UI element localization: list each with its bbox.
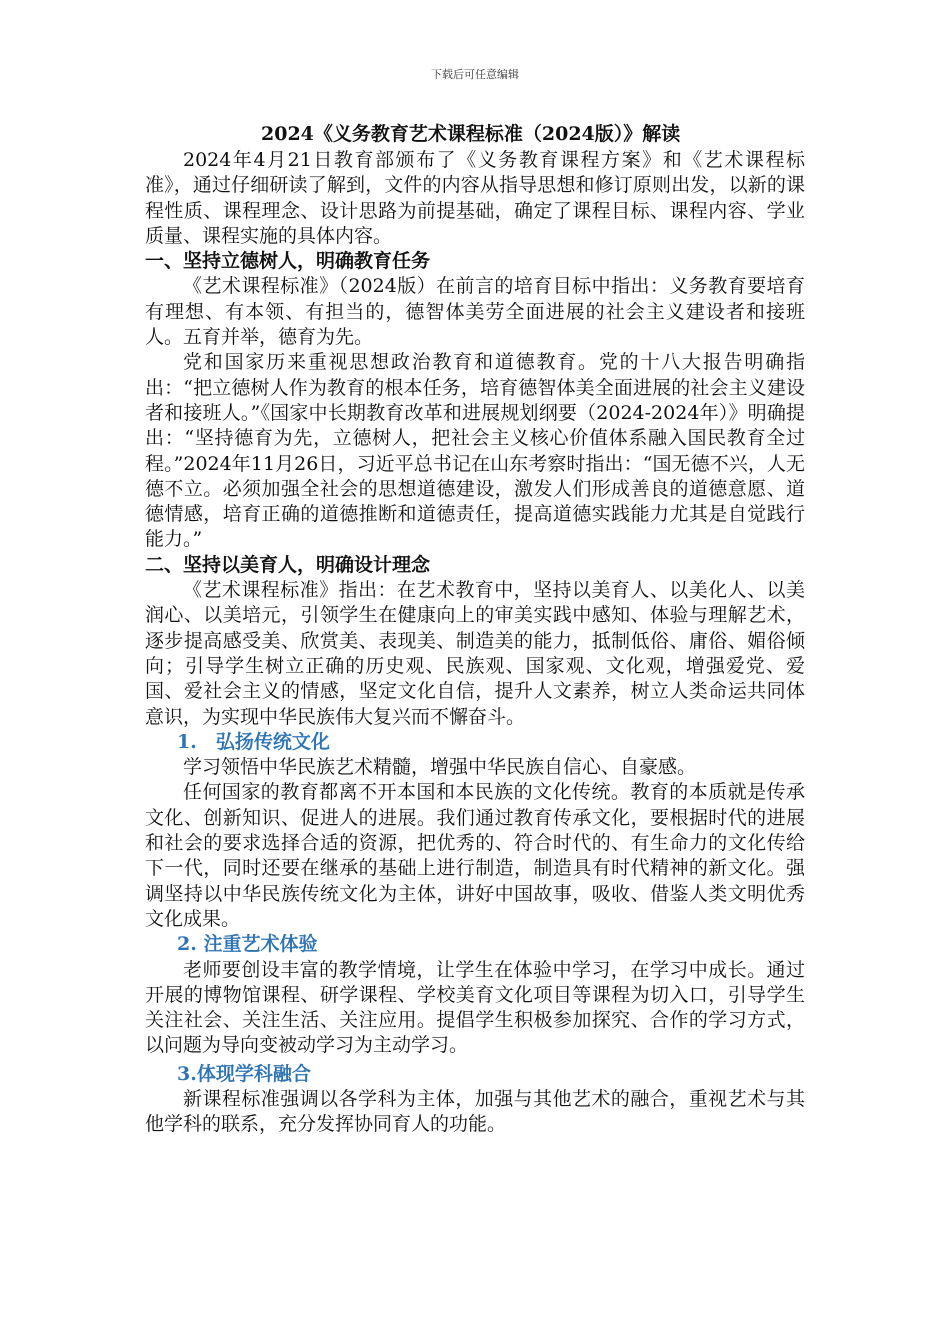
subsection-1-paragraph-1: 学习领悟中华民族艺术精髓，增强中华民族自信心、自豪感。 — [183, 756, 697, 779]
section-2-paragraph-1: 《艺术课程标准》指出：在艺术教育中，坚持以美育人、以美化人、以美润心、以美培元，引领学生在健康向上的审美实践中感知、体验与理解艺术，逐步提高感受美、欣赏美、表现美、制造美的能力，抵制低俗、庸俗、媚俗倾向；引导学生树立正确的历史观、民族观、国家观、文化观，增强爱党、爱国、爱社会主义的情感，坚定文化自信，提升人文素养，树立人类命运共同体意识，为实现中华民族伟大复兴而不懈奋斗。 — [145, 579, 805, 728]
subsection-1-paragraph-2: 任何国家的教育都离不开本国和本民族的文化传统。教育的本质就是传承文化、创新知识、促进人的进展。我们通过教育传承文化，要根据时代的进展和社会的要求选择合适的资源，把优秀的、符合时代的、有生命力的文化传给下一代，同时还要在继承的基础上进行制造，制造具有时代精神的新文化。强调坚持以中华民族传统文化为主体，讲好中国故事，吸收、借鉴人类文明优秀文化成果。 — [145, 781, 805, 930]
subsection-2-paragraph-1: 老师要创设丰富的教学情境，让学生在体验中学习，在学习中成长。通过开展的博物馆课程、研学课程、学校美育文化项目等课程为切入口，引导学生关注社会、关注生活、关注应用。提倡学生积极参加探究、合作的学习方式，以问题为导向变被动学习为主动学习。 — [145, 958, 805, 1057]
section-1-paragraph-2: 党和国家历来重视思想政治教育和道德教育。党的十八大报告明确指出：“把立德树人作为教育的根本任务，培育德智体美全面进展的社会主义建设者和接班人。”《国家中长期教育改革和进展规划纲要（2024-2024年）》明确提出：“坚持德育为先，立德树人，把社会主义核心价值体系融入国民教育全过程。”2024年11月26日，习近平总书记在山东考察时指出：“国无德不兴，人无德不立。必须加强全社会的思想道德建设，激发人们形成善良的道德意愿、道德情感，培育正确的道德推断和道德责任，提高道德实践能力尤其是自觉践行能力。” — [145, 351, 805, 551]
subsection-1-heading: 1. 弘扬传统文化 — [177, 730, 330, 753]
section-1-paragraph-1: 《艺术课程标准》（2024版）在前言的培育目标中指出：义务教育要培育有理想、有本领、有担当的，德智体美劳全面进展的社会主义建设者和接班人。五育并举，德育为先。 — [145, 275, 805, 349]
subsection-3-heading: 3.体现学科融合 — [177, 1062, 311, 1085]
intro-paragraph: 2024年4月21日教育部颁布了《义务教育课程方案》和《艺术课程标准》，通过仔细研读了解到，文件的内容从指导思想和修订原则出发，以新的课程性质、课程理念、设计思路为前提基础，确定了课程目标、课程内容、学业质量、课程实施的具体内容。 — [145, 149, 805, 247]
document-body — [145, 120, 805, 1138]
section-1-heading: 一、坚持立德树人，明确教育任务 — [145, 250, 431, 273]
section-2-heading: 二、坚持以美育人，明确设计理念 — [145, 553, 431, 576]
subsection-3-paragraph-1: 新课程标准强调以各学科为主体，加强与其他艺术的融合，重视艺术与其他学科的联系，充分发挥协同育人的功能。 — [145, 1087, 805, 1136]
document-title: 2024《义务教育艺术课程标准（2024版）》解读 — [261, 123, 681, 145]
header-note: 下载后可任意编辑 — [431, 68, 519, 81]
subsection-2-heading: 2. 注重艺术体验 — [177, 933, 318, 956]
